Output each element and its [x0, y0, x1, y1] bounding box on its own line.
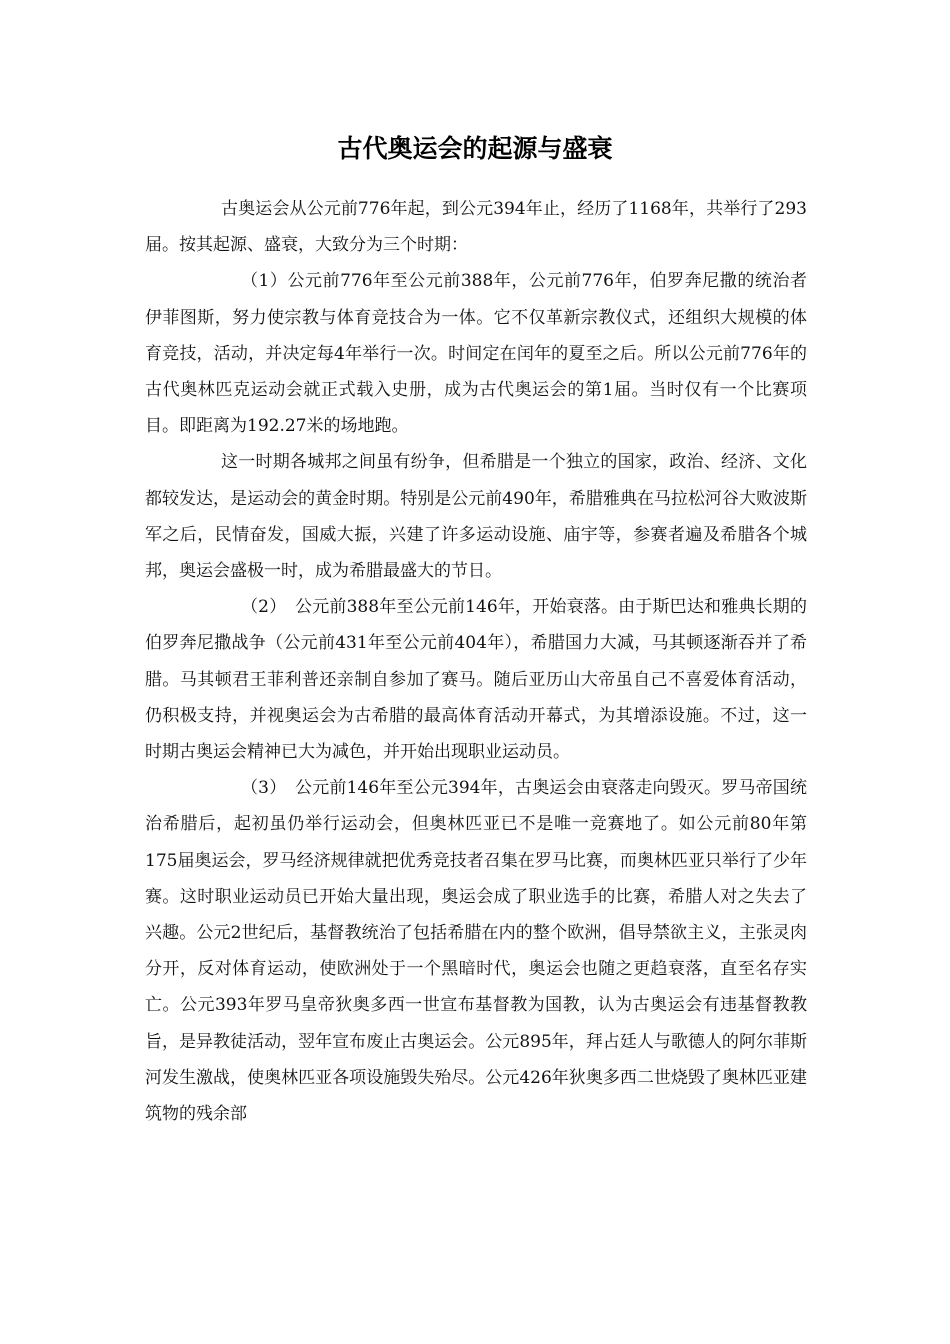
paragraph-period-2: （2） 公元前388年至公元前146年，开始衰落。由于斯巴达和雅典长期的伯罗奔尼撒战争（公元前431年至公元前404年），希腊国力大减，马其顿逐渐吞并了希腊。马其顿君王菲利普还亲制自参加了赛马。随后亚历山大帝虽自己不喜爱体育活动，仍积极支持，并视奥运会为古希腊的最高体育活动开幕式，为其增添设施。不过，这一时期古奥运会精神已大为减色，并开始出现职业运动员。 [145, 597, 807, 763]
paragraph-intro: 古奥运会从公元前776年起，到公元394年止，经历了1168年，共举行了293届。按其起源、盛衰，大致分为三个时期： [145, 199, 807, 256]
document-body [145, 191, 807, 1132]
document-title: 古代奥运会的起源与盛衰 [337, 134, 613, 163]
paragraph-period-1: （1）公元前776年至公元前388年，公元前776年，伯罗奔尼撒的统治者伊菲图斯，努力使宗教与体育竞技合为一体。它不仅革新宗教仪式，还组织大规模的体育竞技，活动，并决定每4年举行一次。时间定在闰年的夏至之后。所以公元前776年的古代奥林匹克运动会就正式载入史册，成为古代奥运会的第1届。当时仅有一个比赛项目。即距离为192.27米的场地跑。 [145, 271, 807, 437]
paragraph-period-3: （3） 公元前146年至公元394年，古奥运会由衰落走向毁灭。罗马帝国统治希腊后，起初虽仍举行运动会，但奥林匹亚已不是唯一竞赛地了。如公元前80年第175届奥运会，罗马经济规律就把优秀竞技者召集在罗马比赛，而奥林匹亚只举行了少年赛。这时职业运动员已开始大量出现，奥运会成了职业选手的比赛，希腊人对之失去了兴趣。公元2世纪后，基督教统治了包括希腊在内的整个欧洲，倡导禁欲主义，主张灵肉分开，反对体育运动，使欧洲处于一个黑暗时代，奥运会也随之更趋衰落，直至名存实亡。公元393年罗马皇帝狄奥多西一世宣布基督教为国教，认为古奥运会有违基督教教旨，是异教徒活动，翌年宣布废止古奥运会。公元895年，拜占廷人与歌德人的阿尔菲斯河发生激战，使奥林匹亚各项设施毁失殆尽。公元426年狄奥多西二世烧毁了奥林匹亚建筑物的残余部 [145, 778, 807, 1125]
paragraph-golden-age: 这一时期各城邦之间虽有纷争，但希腊是一个独立的国家，政治、经济、文化都较发达，是运动会的黄金时期。特别是公元前490年，希腊雅典在马拉松河谷大败波斯军之后，民情奋发，国威大振，兴建了许多运动设施、庙宇等，参赛者遍及希腊各个城邦，奥运会盛极一时，成为希腊最盛大的节日。 [145, 452, 807, 582]
